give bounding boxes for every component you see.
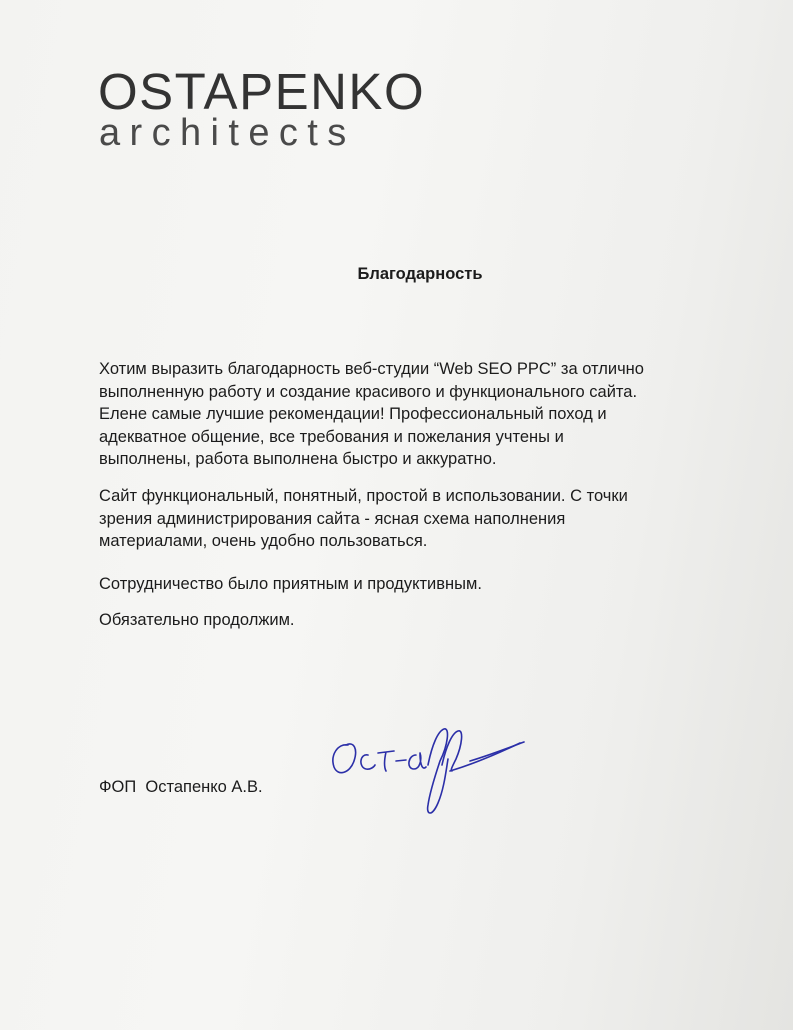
paragraph-site-review (99, 485, 759, 553)
text-line: адекватное общение, все требования и пожелания учтены и (99, 427, 564, 446)
text-line: выполнены, работа выполнена быстро и аккуратно. (99, 450, 497, 468)
signer-name: ФОП Остапенко А.В. (99, 778, 263, 796)
paragraph-cooperation (99, 573, 759, 596)
text-line: Хотим выразить благодарность веб-студии “Web SEO PPC” за отлично (99, 360, 644, 378)
text-line: Сотрудничество было приятным и продуктивным. (99, 575, 482, 593)
document-title: Благодарность (357, 265, 483, 283)
text-line: Елене самые лучшие рекомендации! Профессиональный поход и (99, 405, 607, 423)
text-line: выполненную работу и создание красивого и функционального сайта. (99, 382, 638, 401)
paragraph-closing (99, 609, 759, 632)
text-line: материалами, очень удобно пользоваться. (99, 532, 428, 550)
handwritten-signature (320, 715, 530, 825)
company-logo-subtitle: architects (99, 112, 356, 154)
text-line: зрения администрирования сайта - ясная схема наполнения (99, 509, 566, 528)
text-line: Обязательно продолжим. (99, 611, 295, 629)
paragraph-gratitude (99, 358, 759, 471)
company-logo-name: OSTAPENKO (98, 63, 426, 120)
text-line: Сайт функциональный, понятный, простой в использовании. С точки (99, 487, 628, 505)
